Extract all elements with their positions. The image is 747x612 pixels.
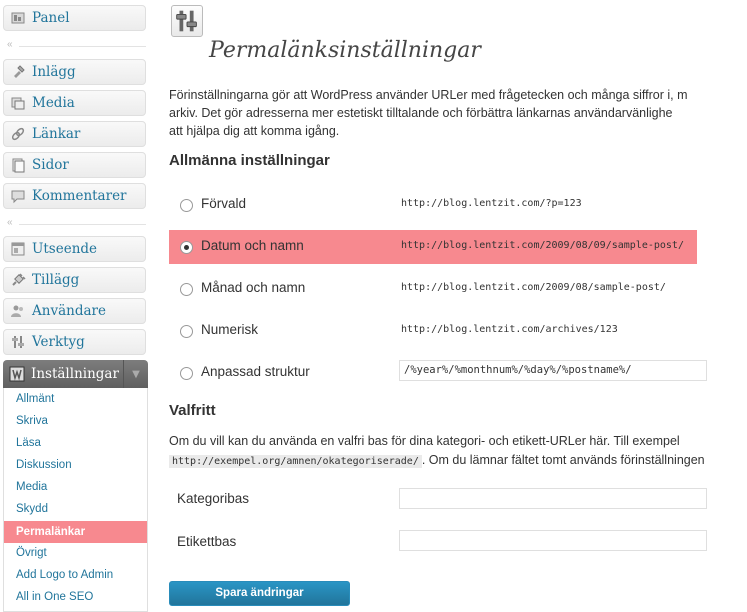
submenu-item-general[interactable]: Allmänt <box>16 393 55 405</box>
pages-icon <box>10 157 26 173</box>
radio-date-name[interactable] <box>180 241 193 254</box>
option-label[interactable]: Datum och namn <box>201 238 304 253</box>
radio-custom[interactable] <box>180 367 193 380</box>
menu-plugins-label: Tillägg <box>32 272 80 288</box>
menu-settings-label: Inställningar <box>31 366 119 382</box>
pushpin-icon <box>10 64 26 80</box>
menu-separator <box>3 41 146 51</box>
optional-description-line2 <box>169 453 747 468</box>
menu-links[interactable] <box>3 121 146 147</box>
intro-line: arkiv. Det gör adresserna mer estetiskt tilltalande och förbättra länkarnas användarvänlighe <box>169 106 673 120</box>
collapse-arrow-icon[interactable]: « <box>7 39 13 50</box>
menu-dashboard[interactable] <box>3 5 146 31</box>
permalink-option-numeric <box>169 314 697 348</box>
example-url-code: http://exempel.org/amnen/okategoriserade/ <box>169 455 422 468</box>
general-settings-heading: Allmänna inställningar <box>169 152 330 169</box>
permalink-option-default <box>169 188 697 222</box>
url-sample: http://blog.lentzit.com/2009/08/sample-post/ <box>401 282 666 293</box>
plug-icon <box>10 272 26 288</box>
menu-comments-label: Kommentarer <box>32 188 127 204</box>
option-label[interactable]: Anpassad struktur <box>201 364 310 379</box>
url-sample: http://blog.lentzit.com/2009/08/09/sample-post/ <box>401 240 684 251</box>
save-changes-button[interactable]: Spara ändringar <box>169 581 350 606</box>
menu-posts[interactable] <box>3 59 146 85</box>
optional-description-tail: . Om du lämnar fältet tomt används förinställningen <box>421 453 705 467</box>
permalink-option-date-name <box>169 230 697 264</box>
link-icon <box>10 126 26 142</box>
menu-settings[interactable] <box>3 360 148 388</box>
optional-description: Om du vill kan du använda en valfri bas för dina kategori- och etikett-URLer här. Till exempel <box>169 434 680 448</box>
radio-default[interactable] <box>180 199 193 212</box>
settings-icon <box>9 366 25 382</box>
menu-appearance-label: Utseende <box>32 241 98 257</box>
settings-submenu <box>3 388 148 612</box>
collapse-arrow-icon[interactable]: « <box>7 217 13 228</box>
tools-icon <box>10 334 26 350</box>
appearance-icon <box>10 241 26 257</box>
category-base-label: Kategoribas <box>177 491 250 506</box>
menu-tools-label: Verktyg <box>32 334 85 350</box>
option-label[interactable]: Numerisk <box>201 322 259 337</box>
menu-comments[interactable] <box>3 183 146 209</box>
submenu-toggle-icon[interactable]: ▼ <box>123 360 148 388</box>
page-title: Permalänksinställningar <box>209 38 481 63</box>
radio-numeric[interactable] <box>180 325 193 338</box>
intro-line: Förinställningarna gör att WordPress använder URLer med frågetecken och många siffror i, m <box>169 88 688 102</box>
submenu-item-seo[interactable]: All in One SEO <box>16 591 94 603</box>
submenu-item-media[interactable]: Media <box>16 481 48 493</box>
custom-structure-input[interactable]: /%year%/%monthnum%/%day%/%postname%/ <box>399 360 707 381</box>
menu-pages[interactable] <box>3 152 146 178</box>
menu-pages-label: Sidor <box>32 157 69 173</box>
option-label[interactable]: Månad och namn <box>201 280 306 295</box>
menu-posts-label: Inlägg <box>32 64 76 80</box>
category-base-input[interactable] <box>399 488 707 509</box>
submenu-item-add-logo[interactable]: Add Logo to Admin <box>16 569 114 581</box>
optional-heading: Valfritt <box>169 402 216 419</box>
media-icon <box>10 95 26 111</box>
menu-links-label: Länkar <box>32 126 81 142</box>
admin-sidebar <box>0 0 150 612</box>
option-label[interactable]: Förvald <box>201 196 247 211</box>
intro-line: att hjälpa dig att komma igång. <box>169 124 340 138</box>
menu-appearance[interactable] <box>3 236 146 262</box>
submenu-item-misc[interactable]: Övrigt <box>16 547 47 559</box>
intro-text <box>169 86 747 140</box>
comment-bubble-icon <box>10 188 26 204</box>
radio-month-name[interactable] <box>180 283 193 296</box>
submenu-item-permalinks[interactable]: Permalänkar <box>4 521 147 543</box>
permalink-option-month-name <box>169 272 697 306</box>
menu-users[interactable] <box>3 298 146 324</box>
url-sample: http://blog.lentzit.com/archives/123 <box>401 324 618 335</box>
menu-users-label: Användare <box>32 303 106 319</box>
tag-base-input[interactable] <box>399 530 707 551</box>
menu-dashboard-label: Panel <box>32 10 70 26</box>
submenu-item-reading[interactable]: Läsa <box>16 437 41 449</box>
submenu-item-discussion[interactable]: Diskussion <box>16 459 72 471</box>
users-icon <box>10 303 26 319</box>
dashboard-icon <box>10 10 26 26</box>
submenu-item-writing[interactable]: Skriva <box>16 415 48 427</box>
menu-separator <box>3 219 146 229</box>
menu-media[interactable] <box>3 90 146 116</box>
url-sample: http://blog.lentzit.com/?p=123 <box>401 198 582 209</box>
menu-plugins[interactable] <box>3 267 146 293</box>
tag-base-label: Etikettbas <box>177 534 237 549</box>
menu-tools[interactable] <box>3 329 146 355</box>
settings-page-icon <box>171 5 203 37</box>
menu-media-label: Media <box>32 95 75 111</box>
submenu-item-privacy[interactable]: Skydd <box>16 503 48 515</box>
